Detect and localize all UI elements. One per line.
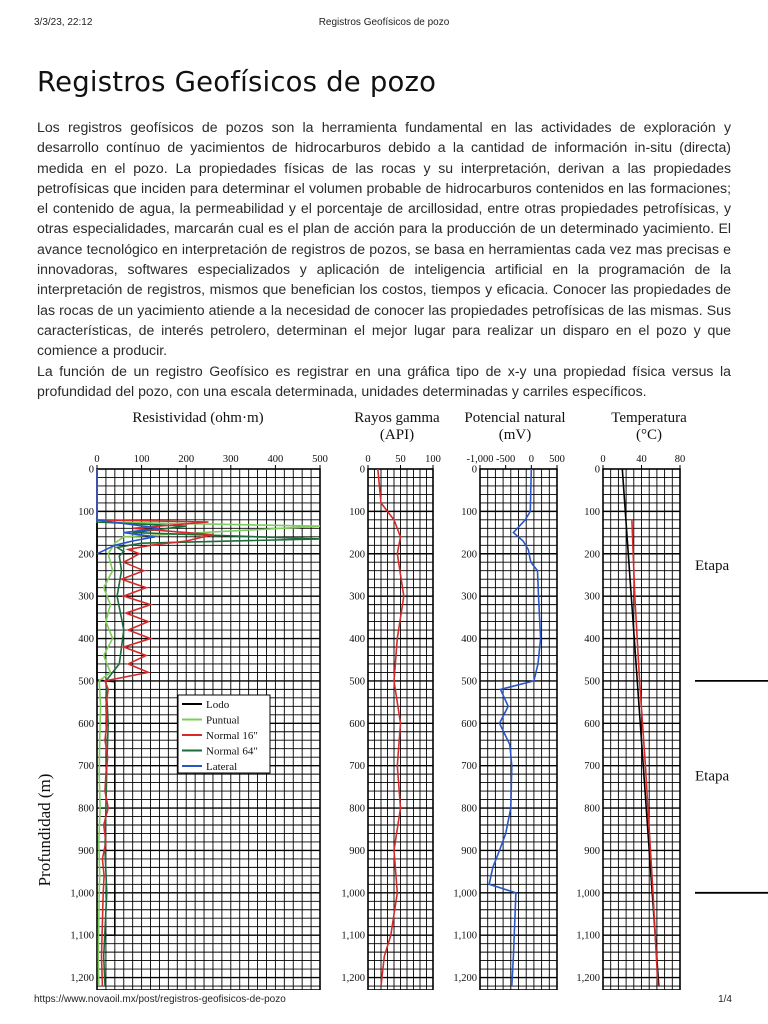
x-tick-label-resistividad: 200 [178,454,195,465]
print-url: https://www.novaoil.mx/post/registros-geofisicos-de-pozo [34,994,286,1005]
legend-label: Lateral [206,761,238,773]
y-tick-label-potencial_natural: 900 [461,845,477,857]
track-subtitle-potencial_natural: (mV) [498,427,532,443]
y-tick-label-temperatura: 700 [584,761,600,773]
series-line-potencial-natural [489,469,540,986]
y-tick-label-rayos_gamma: 600 [349,718,365,730]
y-tick-label-potencial_natural: 1,200 [453,973,477,985]
x-tick-label-rayos_gamma: 0 [365,454,371,465]
y-tick-label-resistividad: 1,200 [70,973,94,985]
y-tick-label-potencial_natural: 1,100 [453,930,477,942]
y-tick-label-resistividad: 700 [78,761,94,773]
article-paragraph-2: La función de un registro Geofísico es registrar en una gráfica tipo de x-y una propiedad física versus la profundidad del pozo, con una escala determinada, unidades determinadas y carriles específicos. [37,362,731,399]
y-tick-label-temperatura: 600 [584,718,600,730]
track-title-potencial_natural: Potencial natural [464,410,566,426]
y-tick-label-temperatura: 1,100 [576,930,600,942]
legend-label: Normal 64" [206,745,258,758]
track-title-resistividad: Resistividad (ohm·m) [132,410,264,426]
y-tick-label-potencial_natural: 200 [461,549,477,561]
x-tick-label-temperatura: 0 [600,454,606,465]
y-tick-label-rayos_gamma: 300 [349,591,365,603]
y-tick-label-temperatura: 300 [584,591,600,603]
y-tick-label-resistividad: 1,100 [70,930,94,942]
y-tick-label-rayos_gamma: 1,000 [341,888,365,900]
y-tick-label-temperatura: 200 [584,549,600,561]
y-tick-label-potencial_natural: 300 [461,591,477,603]
x-tick-label-potencial_natural: 0 [528,454,534,465]
y-tick-label-temperatura: 0 [594,464,600,476]
y-tick-label-potencial_natural: 600 [461,718,477,730]
legend-label: Puntual [206,714,240,727]
track-subtitle-temperatura: (°C) [636,427,662,443]
y-tick-label-resistividad: 600 [78,718,94,730]
article-paragraph-1: Los registros geofísicos de pozos son la herramienta fundamental en las actividades de exploración y desarrollo contínuo de yacimientos de hidrocarburos debido a la cantidad de información in-situ (directa) medida en el pozo. La propiedades físicas de las rocas y su interpretación, derivan a las propiedades petrofísicas que inciden para determinar el volumen probable de hidrocarburos contenidos en las formaciones; el contenido de agua, la permeabilidad y el porcentaje de arcillosidad, entre otras propiedades petrofísicas, y otras especialidades, marcarán cual es el plan de acción para la producción de un determinado yacimiento. El avance tecnológico en interpretación de registros de pozos, se basa en herramientas cada vez mas precisas e innovadoras, softwares especializados y aplicación de inteligencia artificial en la programación de la interpretación de registros, mismos que benefician los costos, tiempos y eficacia. Conocer las propiedades de las rocas de un yacimiento atiende a la necesidad de conocer las propiedades petrofísicas de las mismas. Sus características, de interés petrolero, determinan el mejor lugar para realizar un disparo en el pozo y que comience a producir. [37,119,731,359]
print-page-title: Registros Geofísicos de pozo [318,17,450,28]
y-tick-label-resistividad: 500 [78,676,94,688]
article-title: Registros Geofísicos de pozo [37,66,437,98]
legend-label: Normal 16" [206,730,258,742]
x-tick-label-resistividad: 400 [267,454,284,465]
well-log-figure [30,400,768,990]
print-header [0,17,768,31]
y-tick-label-resistividad: 1,000 [70,888,94,900]
y-tick-label-temperatura: 100 [584,506,600,518]
y-tick-label-potencial_natural: 0 [471,464,477,476]
x-tick-label-resistividad: 300 [222,454,239,465]
x-tick-label-resistividad: 500 [312,454,328,465]
y-tick-label-resistividad: 800 [78,803,94,815]
x-tick-label-temperatura: 40 [636,454,647,465]
y-tick-label-temperatura: 900 [584,845,600,857]
y-tick-label-temperatura: 800 [584,803,600,815]
y-tick-label-rayos_gamma: 0 [359,464,365,476]
x-tick-label-potencial_natural: 500 [549,454,565,465]
x-tick-label-resistividad: 0 [94,454,100,465]
y-tick-label-resistividad: 0 [88,464,94,476]
article-body [37,117,731,401]
y-tick-label-potencial_natural: 400 [461,634,477,646]
y-tick-label-rayos_gamma: 500 [349,676,365,688]
print-date: 3/3/23, 22:12 [34,17,93,28]
y-tick-label-rayos_gamma: 1,100 [341,930,365,942]
y-tick-label-rayos_gamma: 900 [349,845,365,857]
legend-label: Lodo [206,699,230,711]
y-tick-label-rayos_gamma: 200 [349,549,365,561]
y-tick-label-potencial_natural: 1,000 [453,888,477,900]
print-page-number: 1/4 [718,994,732,1005]
x-tick-label-temperatura: 80 [674,454,686,465]
print-footer [0,994,768,1008]
y-tick-label-rayos_gamma: 100 [349,506,365,518]
y-tick-label-potencial_natural: 100 [461,506,477,518]
y-tick-label-temperatura: 400 [584,634,600,646]
y-tick-label-temperatura: 1,000 [576,888,600,900]
stage-annotation: Etapa [695,557,730,574]
series-line-temperatura [632,520,658,986]
track-subtitle-rayos_gamma: (API) [379,427,415,443]
track-title-temperatura: Temperatura [611,410,687,426]
y-tick-label-rayos_gamma: 800 [349,803,365,815]
track-title-rayos_gamma: Rayos gamma [354,410,440,426]
y-tick-label-potencial_natural: 500 [461,676,477,688]
well-log-chart [30,400,768,990]
y-tick-label-rayos_gamma: 400 [349,634,365,646]
y-axis-title: Profundidad (m) [35,773,54,887]
y-tick-label-potencial_natural: 700 [461,761,477,773]
x-tick-label-potencial_natural: -1,000 [466,454,494,465]
y-tick-label-rayos_gamma: 1,200 [341,973,365,985]
y-tick-label-temperatura: 500 [584,676,600,688]
x-tick-label-rayos_gamma: 100 [425,454,441,465]
series-line-rayos-gamma [378,469,404,986]
x-tick-label-potencial_natural: -500 [496,454,516,465]
y-tick-label-resistividad: 200 [78,549,94,561]
y-tick-label-resistividad: 900 [78,845,94,857]
x-tick-label-resistividad: 100 [133,454,150,465]
x-tick-label-rayos_gamma: 50 [395,454,406,465]
y-tick-label-temperatura: 1,200 [576,973,600,985]
y-tick-label-resistividad: 100 [78,506,94,518]
stage-annotation: Etapa [695,768,730,785]
y-tick-label-potencial_natural: 800 [461,803,477,815]
y-tick-label-resistividad: 400 [78,634,94,646]
y-tick-label-rayos_gamma: 700 [349,761,365,773]
y-tick-label-resistividad: 300 [78,591,94,603]
